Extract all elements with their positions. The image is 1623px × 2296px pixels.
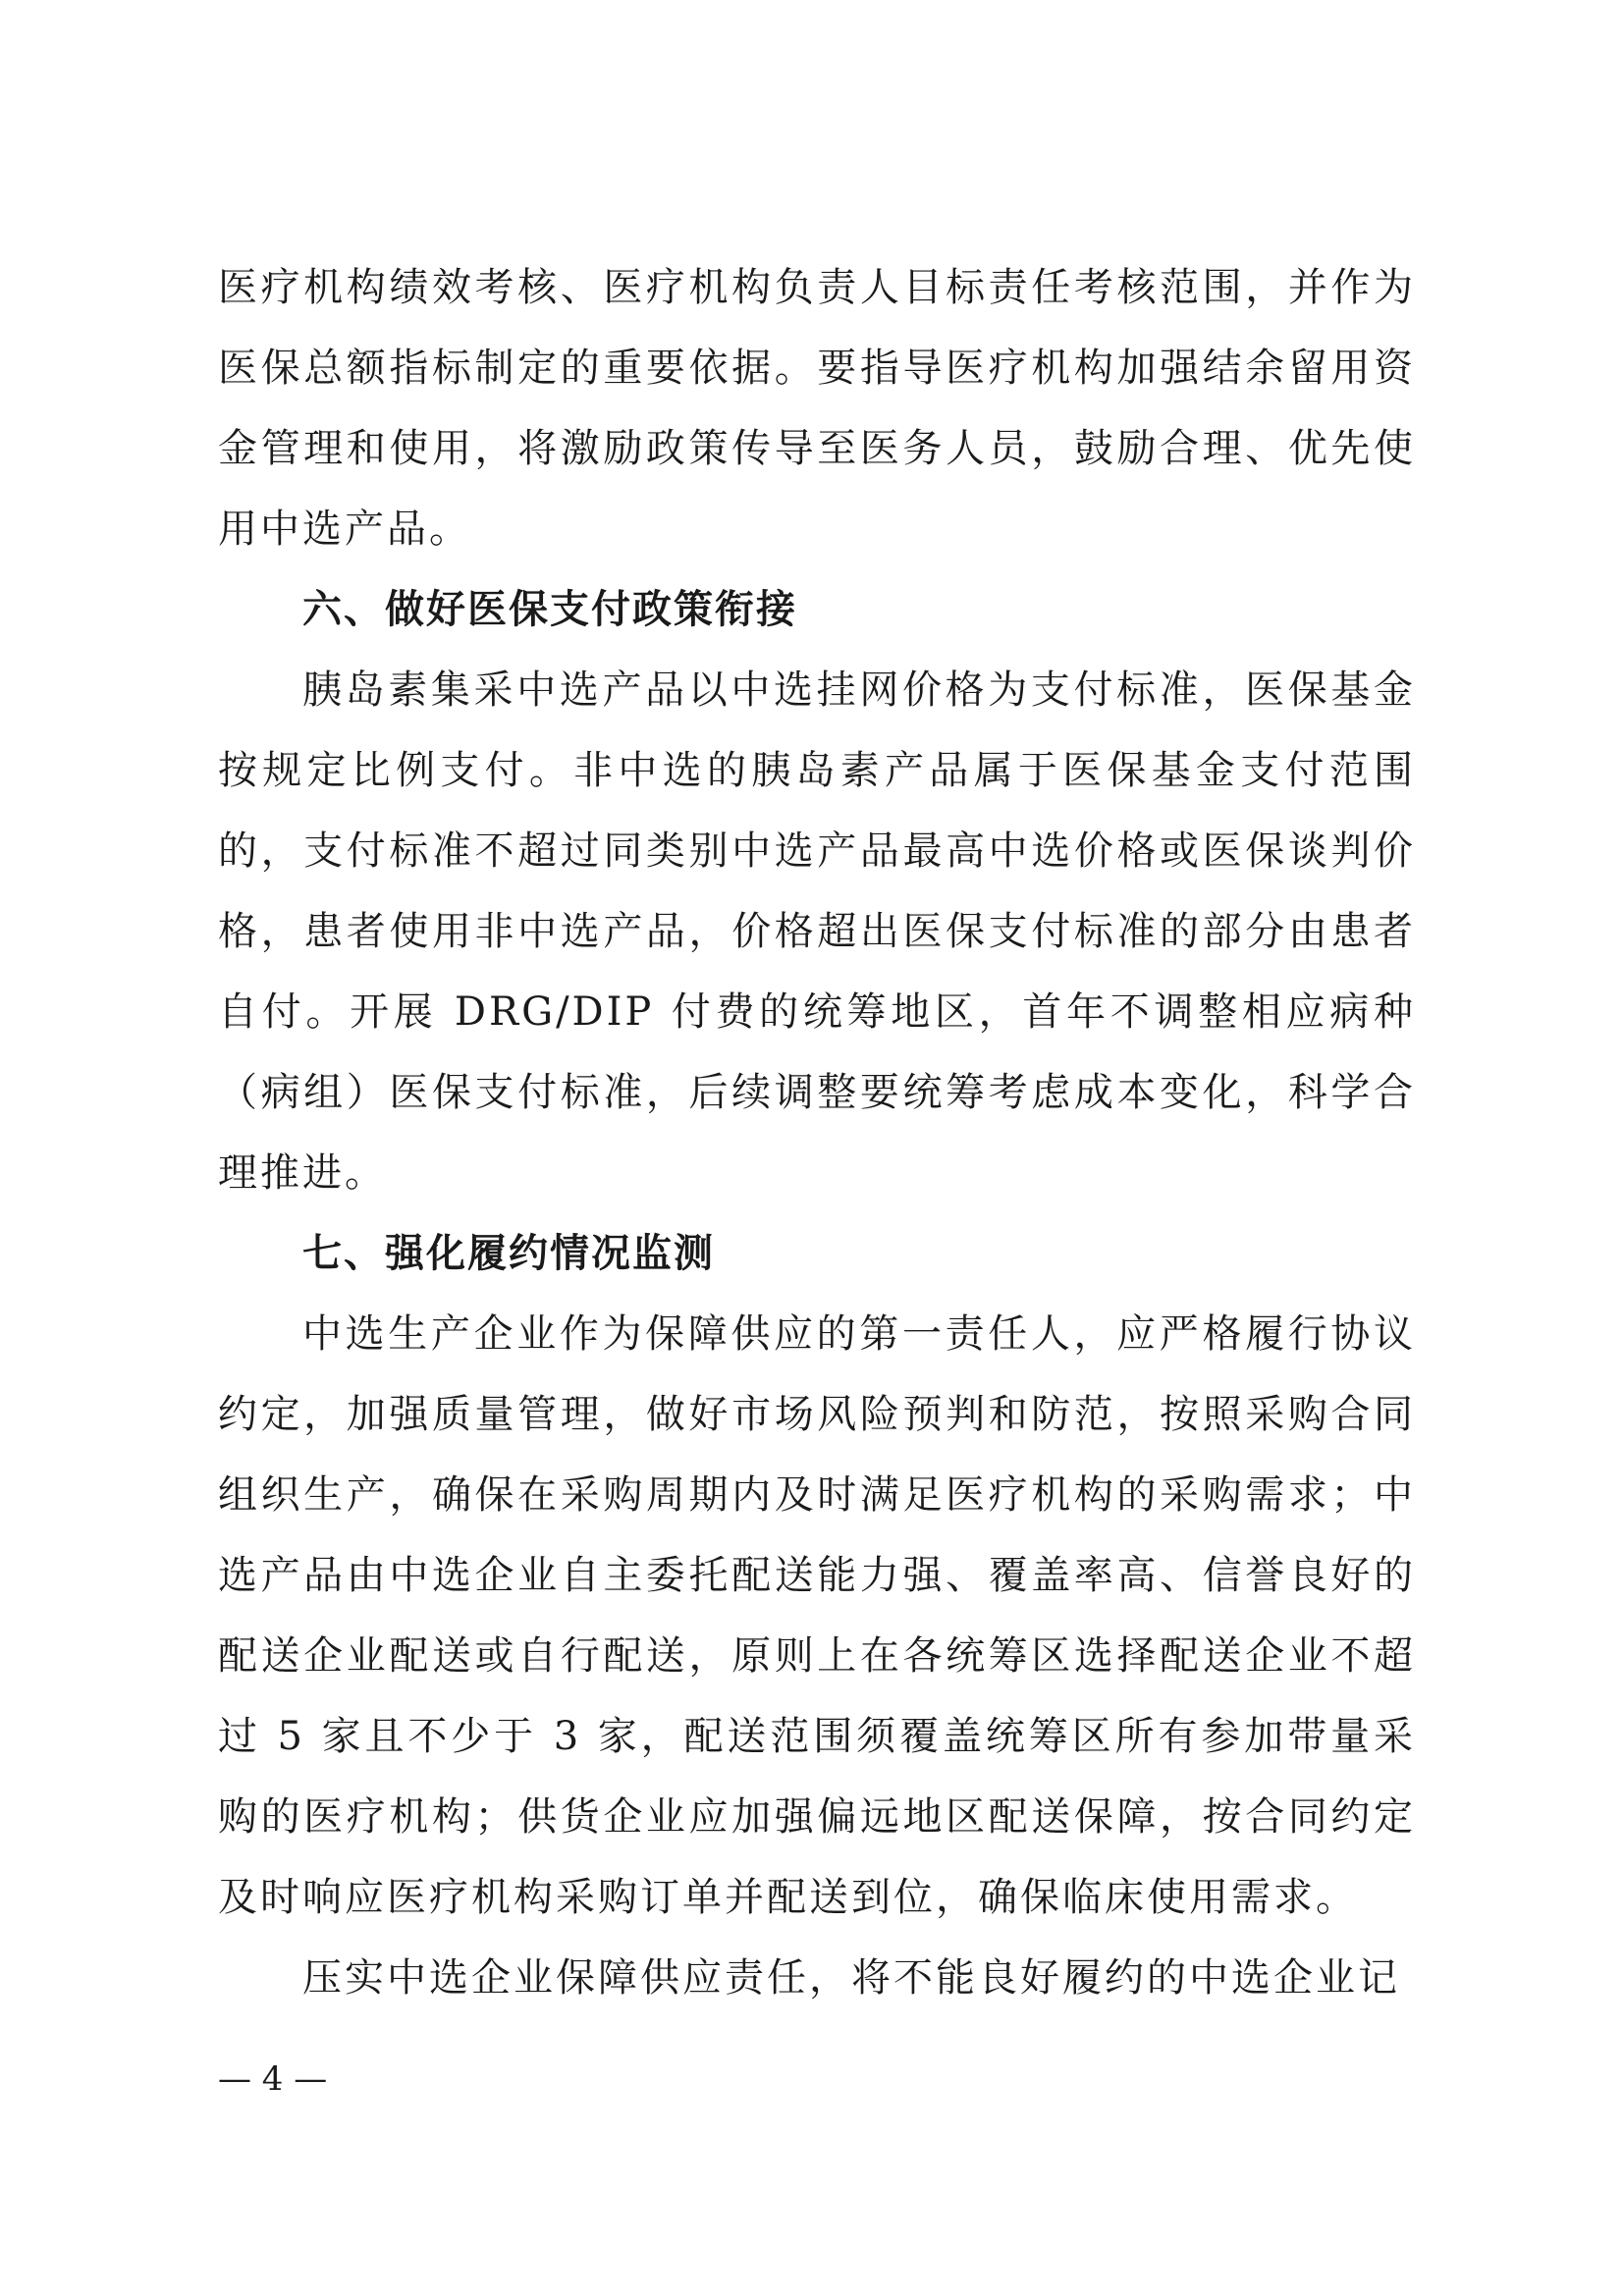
section-6-paragraph: 胰岛素集采中选产品以中选挂网价格为支付标准，医保基金按规定比例支付。非中选的胰岛素产品属于医保基金支付范围的，支付标准不超过同类别中选产品最高中选价格或医保谈判价格，患者使用非中选产品，价格超出医保支付标准的部分由患者自付。开展 DRG/DIP 付费的统筹地区，首年不调整相应病种（病组）医保支付标准，后续调整要统筹考虑成本变化，科学合理推进。: [218, 667, 1416, 1196]
paragraph-continuation: 医疗机构绩效考核、医疗机构负责人目标责任考核范围，并作为医保总额指标制定的重要依据。要指导医疗机构加强结余留用资金管理和使用，将激励政策传导至医务人员，鼓励合理、优先使用中选产品。: [218, 265, 1416, 552]
body-text: [218, 247, 1416, 2018]
section-7-paragraph-1: 中选生产企业作为保障供应的第一责任人，应严格履行协议约定，加强质量管理，做好市场风险预判和防范，按照采购合同组织生产，确保在采购周期内及时满足医疗机构的采购需求；中选产品由中选企业自主委托配送能力强、覆盖率高、信誉良好的配送企业配送或自行配送，原则上在各统筹区选择配送企业不超过 5 家且不少于 3 家，配送范围须覆盖统筹区所有参加带量采购的医疗机构；供货企业应加强偏远地区配送保障，按合同约定及时响应医疗机构采购订单并配送到位，确保临床使用需求。: [218, 1311, 1416, 1920]
page-number: — 4 —: [218, 2059, 328, 2099]
section-6-heading: 六、做好医保支付政策衔接: [302, 587, 797, 632]
section-7-heading: 七、强化履约情况监测: [302, 1231, 715, 1276]
section-7-paragraph-2: 压实中选企业保障供应责任，将不能良好履约的中选企业记: [302, 1955, 1400, 2001]
